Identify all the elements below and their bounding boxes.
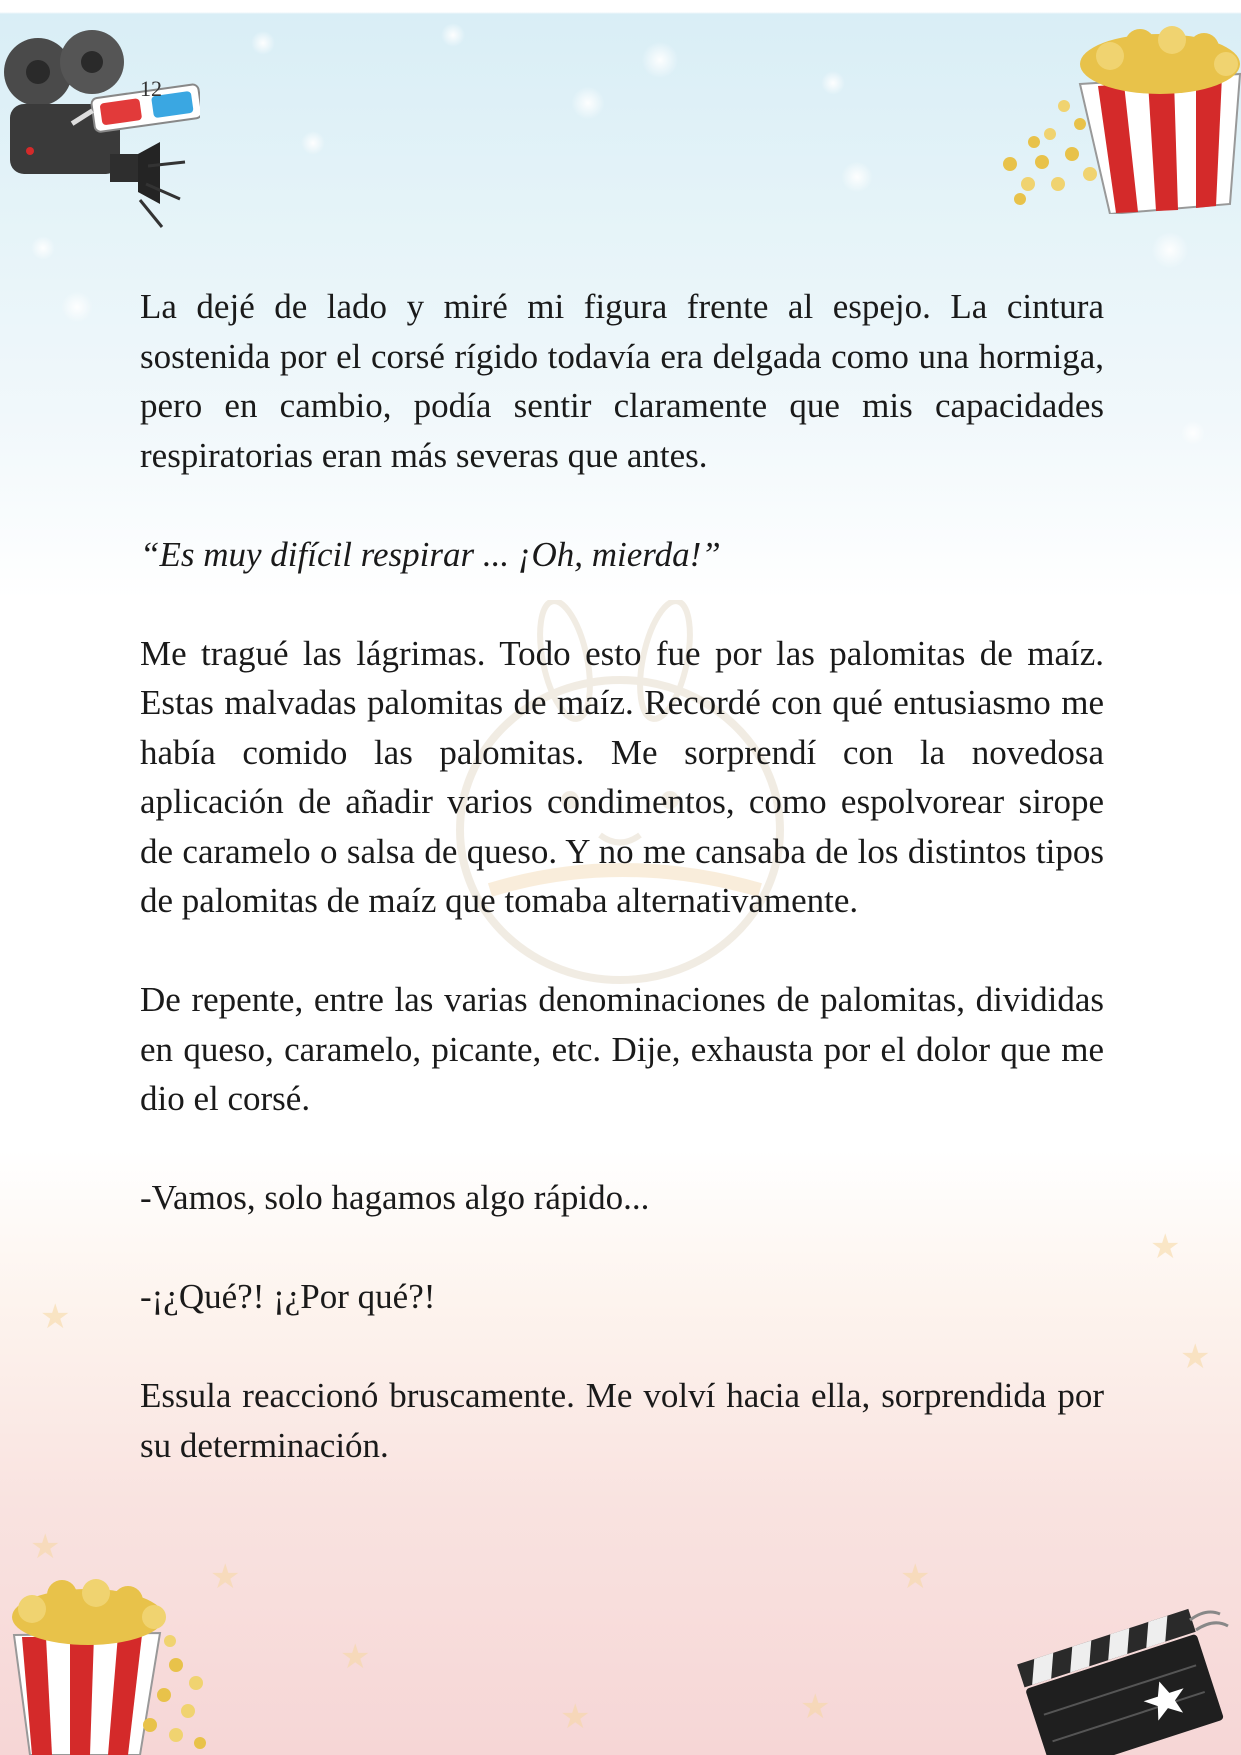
- sparkle-decoration: [1150, 230, 1190, 270]
- star-decoration: ★: [1150, 1227, 1181, 1267]
- sparkle-decoration: [840, 160, 874, 194]
- popcorn-bucket-icon: [0, 1575, 220, 1755]
- star-decoration: ★: [340, 1637, 371, 1677]
- page-number: 12: [140, 76, 162, 101]
- sparkle-decoration: [440, 22, 466, 48]
- sparkle-decoration: [60, 290, 94, 324]
- popcorn-bucket-icon: [1000, 14, 1241, 214]
- star-decoration: ★: [1180, 1337, 1211, 1377]
- sparkle-decoration: [820, 70, 846, 96]
- sparkle-decoration: [300, 130, 326, 156]
- star-decoration: ★: [210, 1557, 241, 1597]
- sparkle-decoration: [570, 85, 606, 121]
- film-camera-icon: [0, 14, 200, 234]
- paragraph: La dejé de lado y miré mi figura frente al espejo. La cintura sostenida por el corsé rígido todavía era delgada como una hormiga, pero en cambio, podía sentir claramente que mis capacidades respiratorias eran más severas que antes.: [140, 287, 1104, 475]
- star-decoration: ★: [800, 1687, 831, 1727]
- sparkle-decoration: [1180, 420, 1206, 446]
- sparkle-decoration: [250, 30, 276, 56]
- paragraph-thought: “Es muy difícil respirar ... ¡Oh, mierda!”: [140, 534, 721, 574]
- paragraph-dialogue: -Vamos, solo hagamos algo rápido...: [140, 1178, 650, 1217]
- star-decoration: ★: [40, 1297, 71, 1337]
- paragraph: Me tragué las lágrimas. Todo esto fue por las palomitas de maíz. Estas malvadas palomitas de maíz. Recordé con qué entusiasmo me había comido las palomitas. Me sorprendí con la novedosa aplicación de añadir varios condimentos, como espolvorear sirope de caramelo o salsa de queso. Y no me cansaba de los distintos tipos de palomitas de maíz que tomaba alternativamente.: [140, 633, 1104, 920]
- sparkle-decoration: [30, 235, 56, 261]
- star-decoration: ★: [900, 1557, 931, 1597]
- paragraph-dialogue: -¡¿Qué?! ¡¿Por qué?!: [140, 1277, 436, 1316]
- body-text: [140, 282, 1104, 1520]
- sparkle-decoration: [640, 40, 680, 80]
- clapperboard-icon: [1010, 1590, 1241, 1755]
- paragraph: De repente, entre las varias denominaciones de palomitas, divididas en queso, caramelo, picante, etc. Dije, exhausta por el dolor que me dio el corsé.: [140, 980, 1104, 1118]
- paragraph: Essula reaccionó bruscamente. Me volví hacia ella, sorprendida por su determinación.: [140, 1376, 1104, 1465]
- star-decoration: ★: [560, 1697, 591, 1737]
- star-decoration: ★: [30, 1527, 61, 1567]
